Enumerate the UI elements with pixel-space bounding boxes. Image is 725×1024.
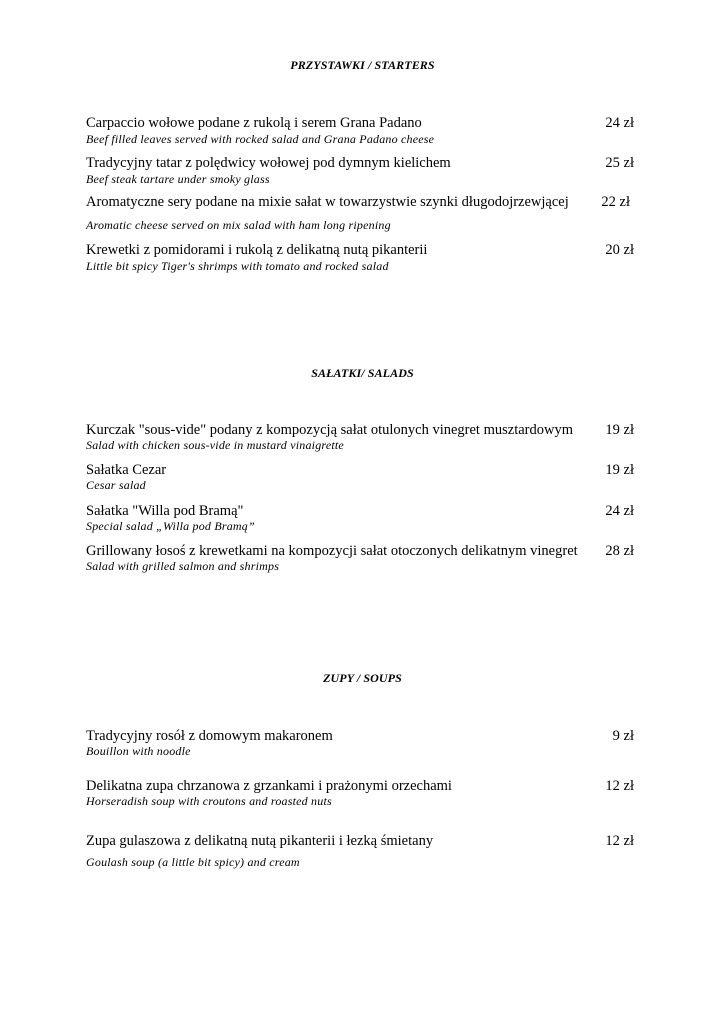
- item-name-en: Aromatic cheese served on mix salad with ham long ripening: [86, 218, 391, 232]
- item-price: 22 zł: [601, 194, 630, 210]
- item-name-en: Cesar salad: [86, 478, 146, 492]
- item-name-en: Salad with chicken sous-vide in mustard vinaigrette: [86, 438, 344, 452]
- item-name-pl: Tradycyjny tatar z polędwicy wołowej pod dymnym kielichem: [86, 155, 451, 171]
- item-name-en: Beef steak tartare under smoky glass: [86, 172, 270, 186]
- item-price: 19 zł: [605, 462, 634, 478]
- item-name-en: Little bit spicy Tiger's shrimps with tomato and rocked salad: [86, 259, 389, 273]
- item-price: 28 zł: [605, 543, 634, 559]
- menu-item: [86, 778, 634, 808]
- item-name-pl: Aromatyczne sery podane na mixie sałat w towarzystwie szynki długodojrzewjącej: [86, 194, 569, 210]
- menu-item: [86, 115, 634, 146]
- menu-item: [86, 833, 634, 869]
- item-name-pl: Sałatka Cezar: [86, 462, 167, 478]
- item-price: 19 zł: [605, 422, 634, 438]
- item-name-pl: Grillowany łosoś z krewetkami na kompozycji sałat otoczonych delikatnym vinegret: [86, 543, 578, 559]
- menu-item: [86, 155, 634, 186]
- item-name-pl: Carpaccio wołowe podane z rukolą i serem Grana Padano: [86, 115, 422, 131]
- item-name-en: Horseradish soup with croutons and roasted nuts: [86, 794, 332, 808]
- item-name-pl: Zupa gulaszowa z delikatną nutą pikanterii i łezką śmietany: [86, 833, 434, 849]
- item-price: 20 zł: [605, 242, 634, 258]
- item-name-en: Special salad „Willa pod Bramą”: [86, 519, 255, 533]
- item-name-en: Salad with grilled salmon and shrimps: [86, 559, 280, 573]
- item-name-pl: Krewetki z pomidorami i rukolą z delikatną nutą pikanterii: [86, 242, 428, 258]
- item-price: 24 zł: [605, 503, 634, 519]
- section-title-starters: PRZYSTAWKI / STARTERS: [290, 58, 435, 72]
- menu-item: [86, 422, 634, 452]
- item-name-en: Bouillon with noodle: [86, 744, 191, 758]
- item-name-pl: Delikatna zupa chrzanowa z grzankami i prażonymi orzechami: [86, 778, 452, 794]
- menu-item: [86, 242, 634, 273]
- item-price: 12 zł: [605, 833, 634, 849]
- item-price: 24 zł: [605, 115, 634, 131]
- menu-item: [86, 194, 634, 232]
- menu-item: [86, 728, 634, 758]
- item-price: 9 zł: [612, 728, 634, 744]
- item-name-pl: Kurczak "sous-vide" podany z kompozycją sałat otulonych vinegret musztardowym: [86, 422, 573, 438]
- menu-item: [86, 503, 634, 533]
- menu-item: [86, 543, 634, 573]
- item-name-en: Beef filled leaves served with rocked salad and Grana Padano cheese: [86, 132, 435, 146]
- item-name-en: Goulash soup (a little bit spicy) and cream: [86, 855, 300, 869]
- menu-item: [86, 462, 634, 492]
- item-price: 25 zł: [605, 155, 634, 171]
- section-title-salads: SAŁATKI/ SALADS: [311, 366, 414, 380]
- item-name-pl: Tradycyjny rosół z domowym makaronem: [86, 728, 333, 744]
- section-title-soups: ZUPY / SOUPS: [323, 671, 402, 685]
- item-price: 12 zł: [605, 778, 634, 794]
- item-name-pl: Sałatka "Willa pod Bramą": [86, 503, 244, 519]
